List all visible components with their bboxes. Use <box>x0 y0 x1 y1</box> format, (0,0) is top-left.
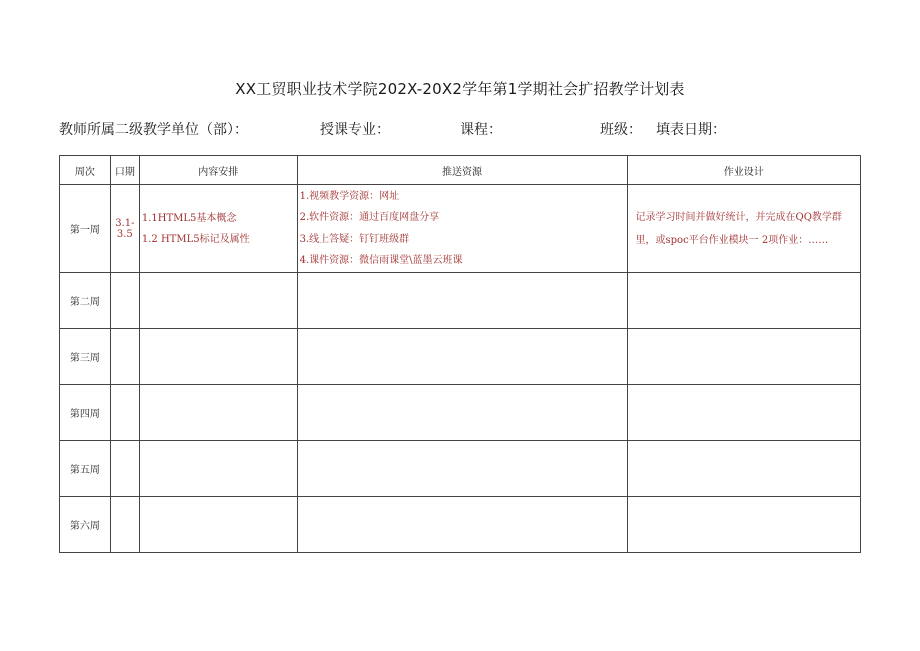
date-label: 填表日期： <box>656 122 726 138</box>
table-row <box>60 441 861 497</box>
content-cell[interactable] <box>139 441 297 497</box>
homework-cell[interactable] <box>627 273 860 329</box>
week-cell: 第一周 <box>60 185 111 273</box>
resources-cell <box>297 185 627 273</box>
header-date: 口期 <box>110 156 139 185</box>
header-homework: 作业设计 <box>627 156 860 185</box>
content-item: 1.2 HTML5标记及属性 <box>141 233 250 245</box>
content-item: 1.1HTML5基本概念 <box>141 212 237 224</box>
homework-cell: 记录学习时间并做好统计，并完成在QQ教学群里，或spoc平台作业模块一 2项作业：…… <box>627 185 860 273</box>
content-cell[interactable] <box>139 385 297 441</box>
resource-item: 1.视频教学资源：网址 <box>299 190 400 202</box>
week-cell: 第四周 <box>60 385 111 441</box>
resource-item: 3.线上答疑：钉钉班级群 <box>299 233 410 245</box>
week-cell: 第三周 <box>60 329 111 385</box>
homework-cell[interactable] <box>627 329 860 385</box>
resources-cell[interactable] <box>297 329 627 385</box>
homework-cell[interactable] <box>627 441 860 497</box>
content-cell[interactable] <box>139 329 297 385</box>
week-cell: 第五周 <box>60 441 111 497</box>
table-row <box>60 385 861 441</box>
plan-table <box>59 155 861 553</box>
major-label: 授课专业： <box>320 122 390 138</box>
header-row <box>60 156 861 185</box>
header-week: 周次 <box>60 156 111 185</box>
week-cell: 第六周 <box>60 497 111 553</box>
header-content: 内容安排 <box>139 156 297 185</box>
resources-cell[interactable] <box>297 497 627 553</box>
date-cell[interactable] <box>110 441 139 497</box>
homework-cell[interactable] <box>627 385 860 441</box>
class-label: 班级： <box>600 122 642 138</box>
resource-item: 2.软件资源：通过百度网盘分享 <box>299 212 440 223</box>
date-cell[interactable] <box>110 385 139 441</box>
date-cell[interactable] <box>110 497 139 553</box>
content-cell[interactable] <box>139 273 297 329</box>
resources-cell[interactable] <box>297 385 627 441</box>
course-label: 课程： <box>460 122 502 138</box>
date-cell[interactable] <box>110 273 139 329</box>
resources-cell[interactable] <box>297 441 627 497</box>
week-cell: 第二周 <box>60 273 111 329</box>
header-resources: 推送资源 <box>297 156 627 185</box>
resources-cell[interactable] <box>297 273 627 329</box>
homework-cell[interactable] <box>627 497 860 553</box>
table-row <box>60 273 861 329</box>
table-row <box>60 497 861 553</box>
unit-label: 教师所属二级教学单位（部）： <box>59 122 248 138</box>
content-cell <box>139 185 297 273</box>
date-cell[interactable] <box>110 329 139 385</box>
page-title: XX工贸职业技术学院202X-20X2学年第1学期社会扩招教学计划表 <box>235 80 685 98</box>
date-cell: 3.1-3.5 <box>110 185 139 273</box>
table-row <box>60 329 861 385</box>
table-row <box>60 185 861 273</box>
content-cell[interactable] <box>139 497 297 553</box>
resource-item: 4.课件资源：微信雨课堂\蓝墨云班课 <box>299 255 463 266</box>
